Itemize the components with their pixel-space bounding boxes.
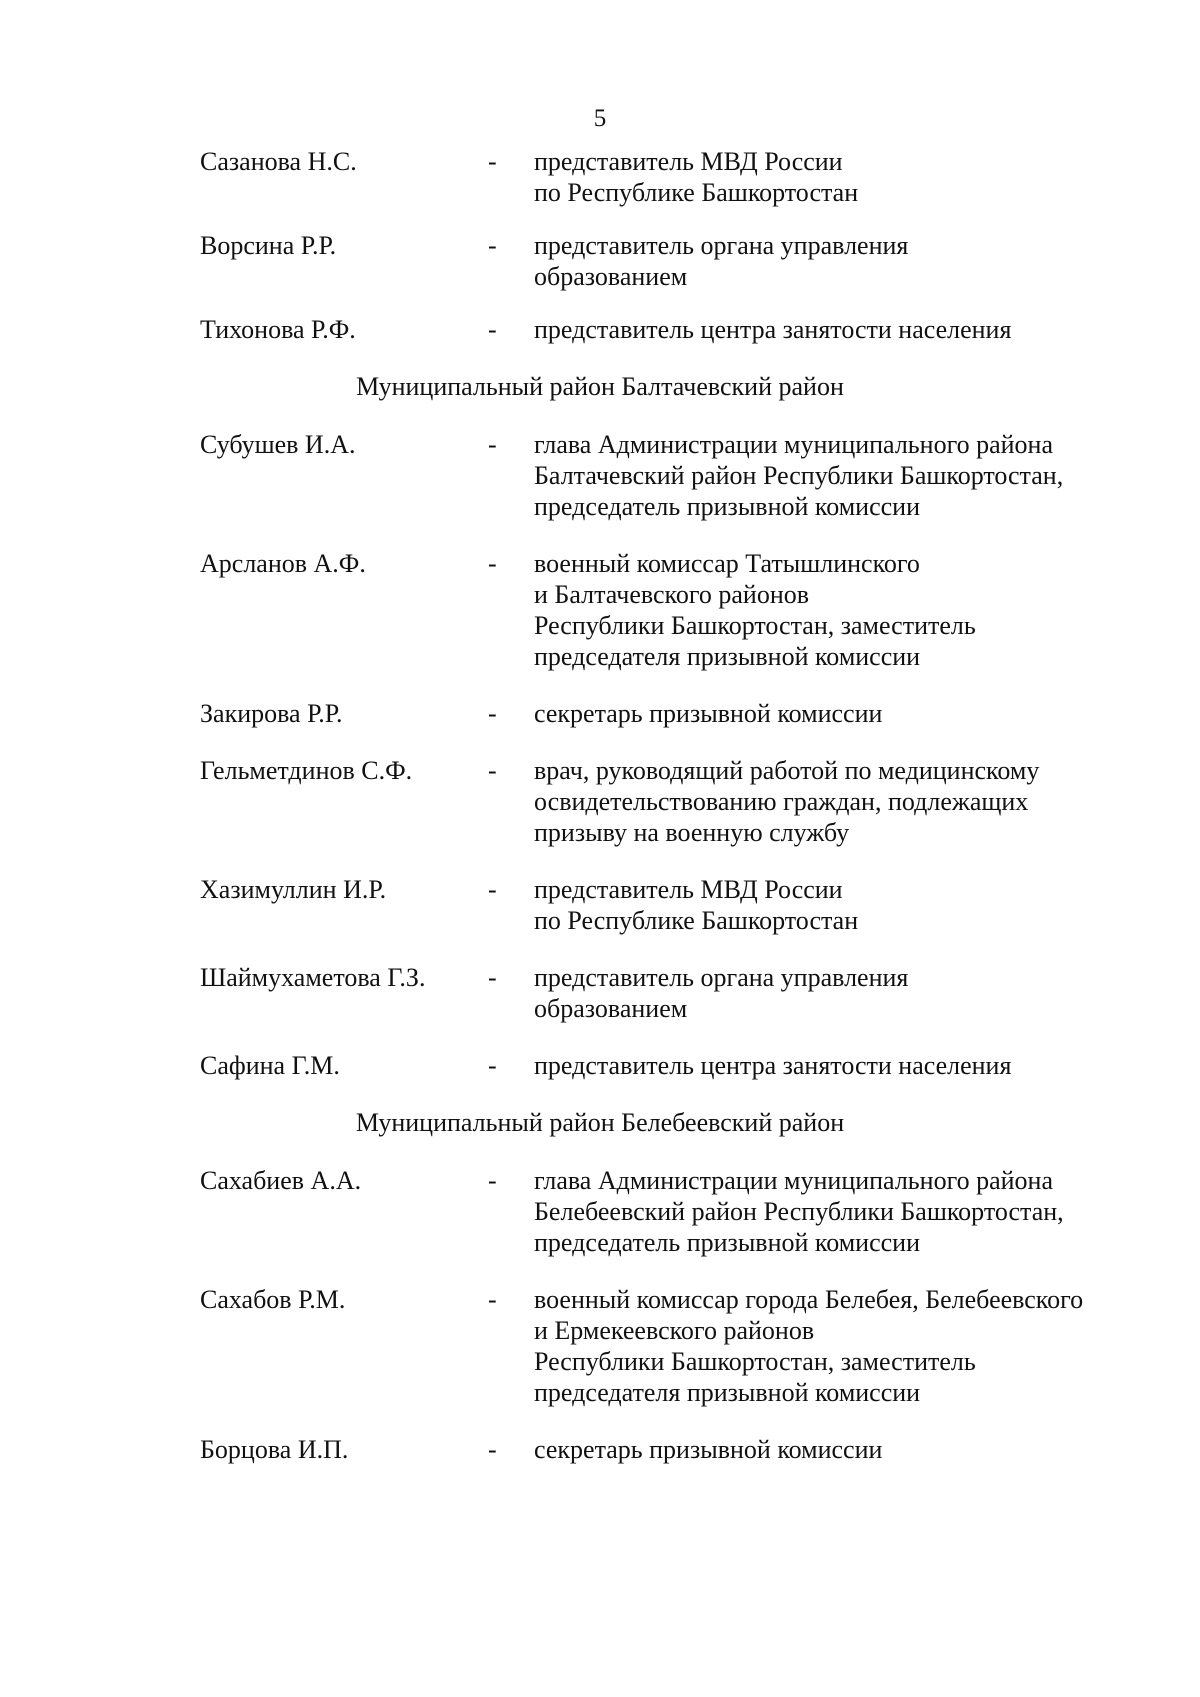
member-role-line: по Республике Башкортостан	[534, 178, 859, 207]
member-role	[534, 548, 1134, 672]
member-role-line: представитель органа управления	[534, 963, 909, 992]
member-role-line: образованием	[534, 262, 688, 291]
member-role-line: освидетельствованию граждан, подлежащих	[534, 787, 1029, 816]
member-name: Сахабов Р.М.	[200, 1285, 346, 1314]
member-row	[0, 755, 1200, 848]
member-role-line: представитель МВД России	[534, 875, 843, 904]
member-name: Сазанова Н.С.	[200, 147, 357, 176]
member-role	[534, 429, 1134, 522]
member-role	[534, 230, 1134, 292]
member-name: Сахабиев А.А.	[200, 1166, 362, 1195]
member-name: Арсланов А.Ф.	[200, 549, 366, 578]
member-role	[534, 1050, 1134, 1081]
separator-dash: -	[488, 231, 497, 260]
member-role-line: военный комиссар города Белебея, Белебеевского	[534, 1285, 1084, 1314]
member-role	[534, 314, 1134, 345]
member-row	[0, 1165, 1200, 1258]
member-row	[0, 146, 1200, 208]
member-role-line: врач, руководящий работой по медицинскому	[534, 756, 1040, 785]
member-row	[0, 962, 1200, 1024]
separator-dash: -	[488, 1435, 497, 1464]
member-role-line: военный комиссар Татышлинского	[534, 549, 920, 578]
member-role-line: секретарь призывной комиссии	[534, 1435, 883, 1464]
member-role-line: секретарь призывной комиссии	[534, 699, 883, 728]
member-role	[534, 1165, 1134, 1258]
separator-dash: -	[488, 1166, 497, 1195]
member-name: Субушев И.А.	[200, 430, 356, 459]
member-role-line: председателя призывной комиссии	[534, 1378, 921, 1407]
member-role	[534, 1284, 1134, 1408]
member-name: Тихонова Р.Ф.	[200, 315, 356, 344]
member-role-line: образованием	[534, 994, 688, 1023]
member-role-line: представитель МВД России	[534, 147, 843, 176]
separator-dash: -	[488, 1051, 497, 1080]
member-row	[0, 1284, 1200, 1408]
member-role-line: представитель центра занятости населения	[534, 1051, 1012, 1080]
member-role-line: председатель призывной комиссии	[534, 1228, 920, 1257]
member-name: Шаймухаметова Г.З.	[200, 963, 426, 992]
separator-dash: -	[488, 1285, 497, 1314]
member-role-line: Балтачевский район Республики Башкортостан,	[534, 461, 1064, 490]
member-role	[534, 755, 1134, 848]
member-row	[0, 548, 1200, 672]
member-role-line: призыву на военную службу	[534, 818, 850, 847]
member-role	[534, 874, 1134, 936]
member-row	[0, 874, 1200, 936]
member-role-line: Белебеевский район Республики Башкортостан,	[534, 1197, 1064, 1226]
member-row	[0, 698, 1200, 729]
member-name: Хазимуллин И.Р.	[200, 875, 387, 904]
member-role-line: председатель призывной комиссии	[534, 492, 920, 521]
member-row	[0, 314, 1200, 345]
separator-dash: -	[488, 875, 497, 904]
member-name: Закирова Р.Р.	[200, 699, 343, 728]
member-role	[534, 146, 1134, 208]
separator-dash: -	[488, 756, 497, 785]
member-row	[0, 1050, 1200, 1081]
separator-dash: -	[488, 699, 497, 728]
separator-dash: -	[488, 147, 497, 176]
member-role	[534, 962, 1134, 1024]
member-row	[0, 1434, 1200, 1465]
page-number: 5	[593, 105, 607, 132]
member-name: Гельметдинов С.Ф.	[200, 756, 413, 785]
district-heading: Муниципальный район Балтачевский район	[356, 372, 844, 401]
separator-dash: -	[488, 963, 497, 992]
member-name: Сафина Г.М.	[200, 1051, 340, 1080]
member-name: Ворсина Р.Р.	[200, 231, 337, 260]
district-heading: Муниципальный район Белебеевский район	[355, 1108, 845, 1137]
member-role-line: представитель центра занятости населения	[534, 315, 1012, 344]
member-role-line: и Ермекеевского районов	[534, 1316, 815, 1345]
member-row	[0, 429, 1200, 522]
member-role-line: и Балтачевского районов	[534, 580, 810, 609]
member-name: Борцова И.П.	[200, 1435, 349, 1464]
commission-member-list	[0, 146, 1200, 1465]
separator-dash: -	[488, 430, 497, 459]
separator-dash: -	[488, 549, 497, 578]
member-role	[534, 1434, 1134, 1465]
separator-dash: -	[488, 315, 497, 344]
member-row	[0, 230, 1200, 292]
member-role	[534, 698, 1134, 729]
member-role-line: Республики Башкортостан, заместитель	[534, 1347, 976, 1376]
member-role-line: председателя призывной комиссии	[534, 642, 921, 671]
member-role-line: по Республике Башкортостан	[534, 906, 859, 935]
member-role-line: глава Администрации муниципального района	[534, 1166, 1053, 1195]
member-role-line: Республики Башкортостан, заместитель	[534, 611, 976, 640]
member-role-line: глава Администрации муниципального района	[534, 430, 1053, 459]
member-role-line: представитель органа управления	[534, 231, 909, 260]
